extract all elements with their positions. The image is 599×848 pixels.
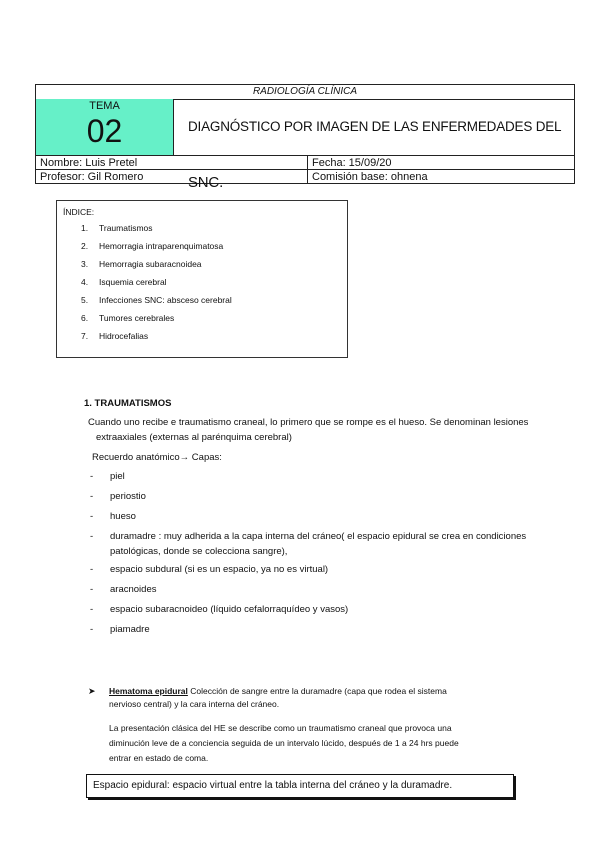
he-paragraph-1: La presentación clásica del HE se describe como un traumatismo craneal que provoca una (109, 723, 452, 733)
index-item: 3. Hemorragia subaracnoidea (81, 259, 202, 269)
recuerdo-line: Recuerdo anatómico→ Capas: (92, 452, 222, 463)
he-paragraph-2: diminución leve de a conciencia seguida de un intervalo lúcido, después de 1 a 24 hrs puede (109, 738, 459, 748)
hematoma-desc: Colección de sangre entre la duramadre (capa que rodea el sistema (187, 686, 447, 696)
comision-field: Comisión base: ohnena (312, 171, 428, 183)
title-end: SNC. (188, 174, 224, 191)
nombre-field: Nombre: Luis Pretel (40, 157, 138, 169)
title-text: DIAGNÓSTICO POR IMAGEN DE LAS ENFERMEDADES DEL (188, 119, 561, 134)
list-item-continuation: patológicas, donde se colecciona sangre), (110, 546, 288, 557)
he-paragraph-3: entrar en estado de coma. (109, 753, 209, 763)
list-item: - duramadre : muy adherida a la capa interna del cráneo( el espacio epidural se crea en condiciones (90, 531, 527, 542)
index-list (81, 219, 232, 345)
arrow-bullet-icon: ➤ (88, 686, 96, 696)
tema-number: 02 (86, 113, 123, 149)
list-item: - aracnoides (90, 584, 157, 595)
profesor-field: Profesor: Gil Romero (40, 171, 144, 183)
hematoma-title: Hematoma epidural (109, 686, 188, 696)
definition-box: Espacio epidural: espacio virtual entre la tabla interna del cráneo y la duramadre. (86, 774, 514, 798)
list-item: - espacio subdural (si es un espacio, ya no es virtual) (90, 564, 329, 575)
list-item: - espacio subaracnoideo (líquido cefalorraquídeo y vasos) (90, 604, 349, 615)
intro-line-1: Cuando uno recibe e traumatismo craneal, lo primero que se rompe es el hueso. Se denominan lesiones (88, 417, 529, 428)
list-item: - periostio (90, 491, 146, 502)
index-item: 2. Hemorragia intraparenquimatosa (81, 241, 224, 251)
tema-box (36, 99, 174, 155)
hematoma-desc-2: nervioso central) y la cara interna del cráneo. (109, 699, 280, 709)
list-item: - hueso (90, 511, 136, 522)
info-row-1 (36, 155, 574, 170)
index-item: 5. Infecciones SNC: absceso cerebral (81, 295, 232, 305)
index-item: 6. Tumores cerebrales (81, 313, 175, 323)
index-item: 1. Traumatismos (81, 223, 153, 233)
intro-line-2: extraaxiales (externas al parénquima cerebral) (96, 432, 292, 443)
index-box (56, 200, 348, 358)
fecha-field: Fecha: 15/09/20 (312, 157, 392, 169)
index-title: ÍNDICE: (63, 207, 95, 217)
info-row-2 (36, 169, 574, 184)
list-item: - piel (90, 471, 125, 482)
header-table (35, 84, 575, 191)
tema-label: TEMA (89, 100, 120, 112)
index-item: 7. Hidrocefalias (81, 331, 149, 341)
course-title: RADIOLOGÍA CLÍNICA (36, 85, 574, 100)
index-item: 4. Isquemia cerebral (81, 277, 167, 287)
section-heading: 1. TRAUMATISMOS (84, 398, 172, 409)
list-item: - piamadre (90, 624, 150, 635)
